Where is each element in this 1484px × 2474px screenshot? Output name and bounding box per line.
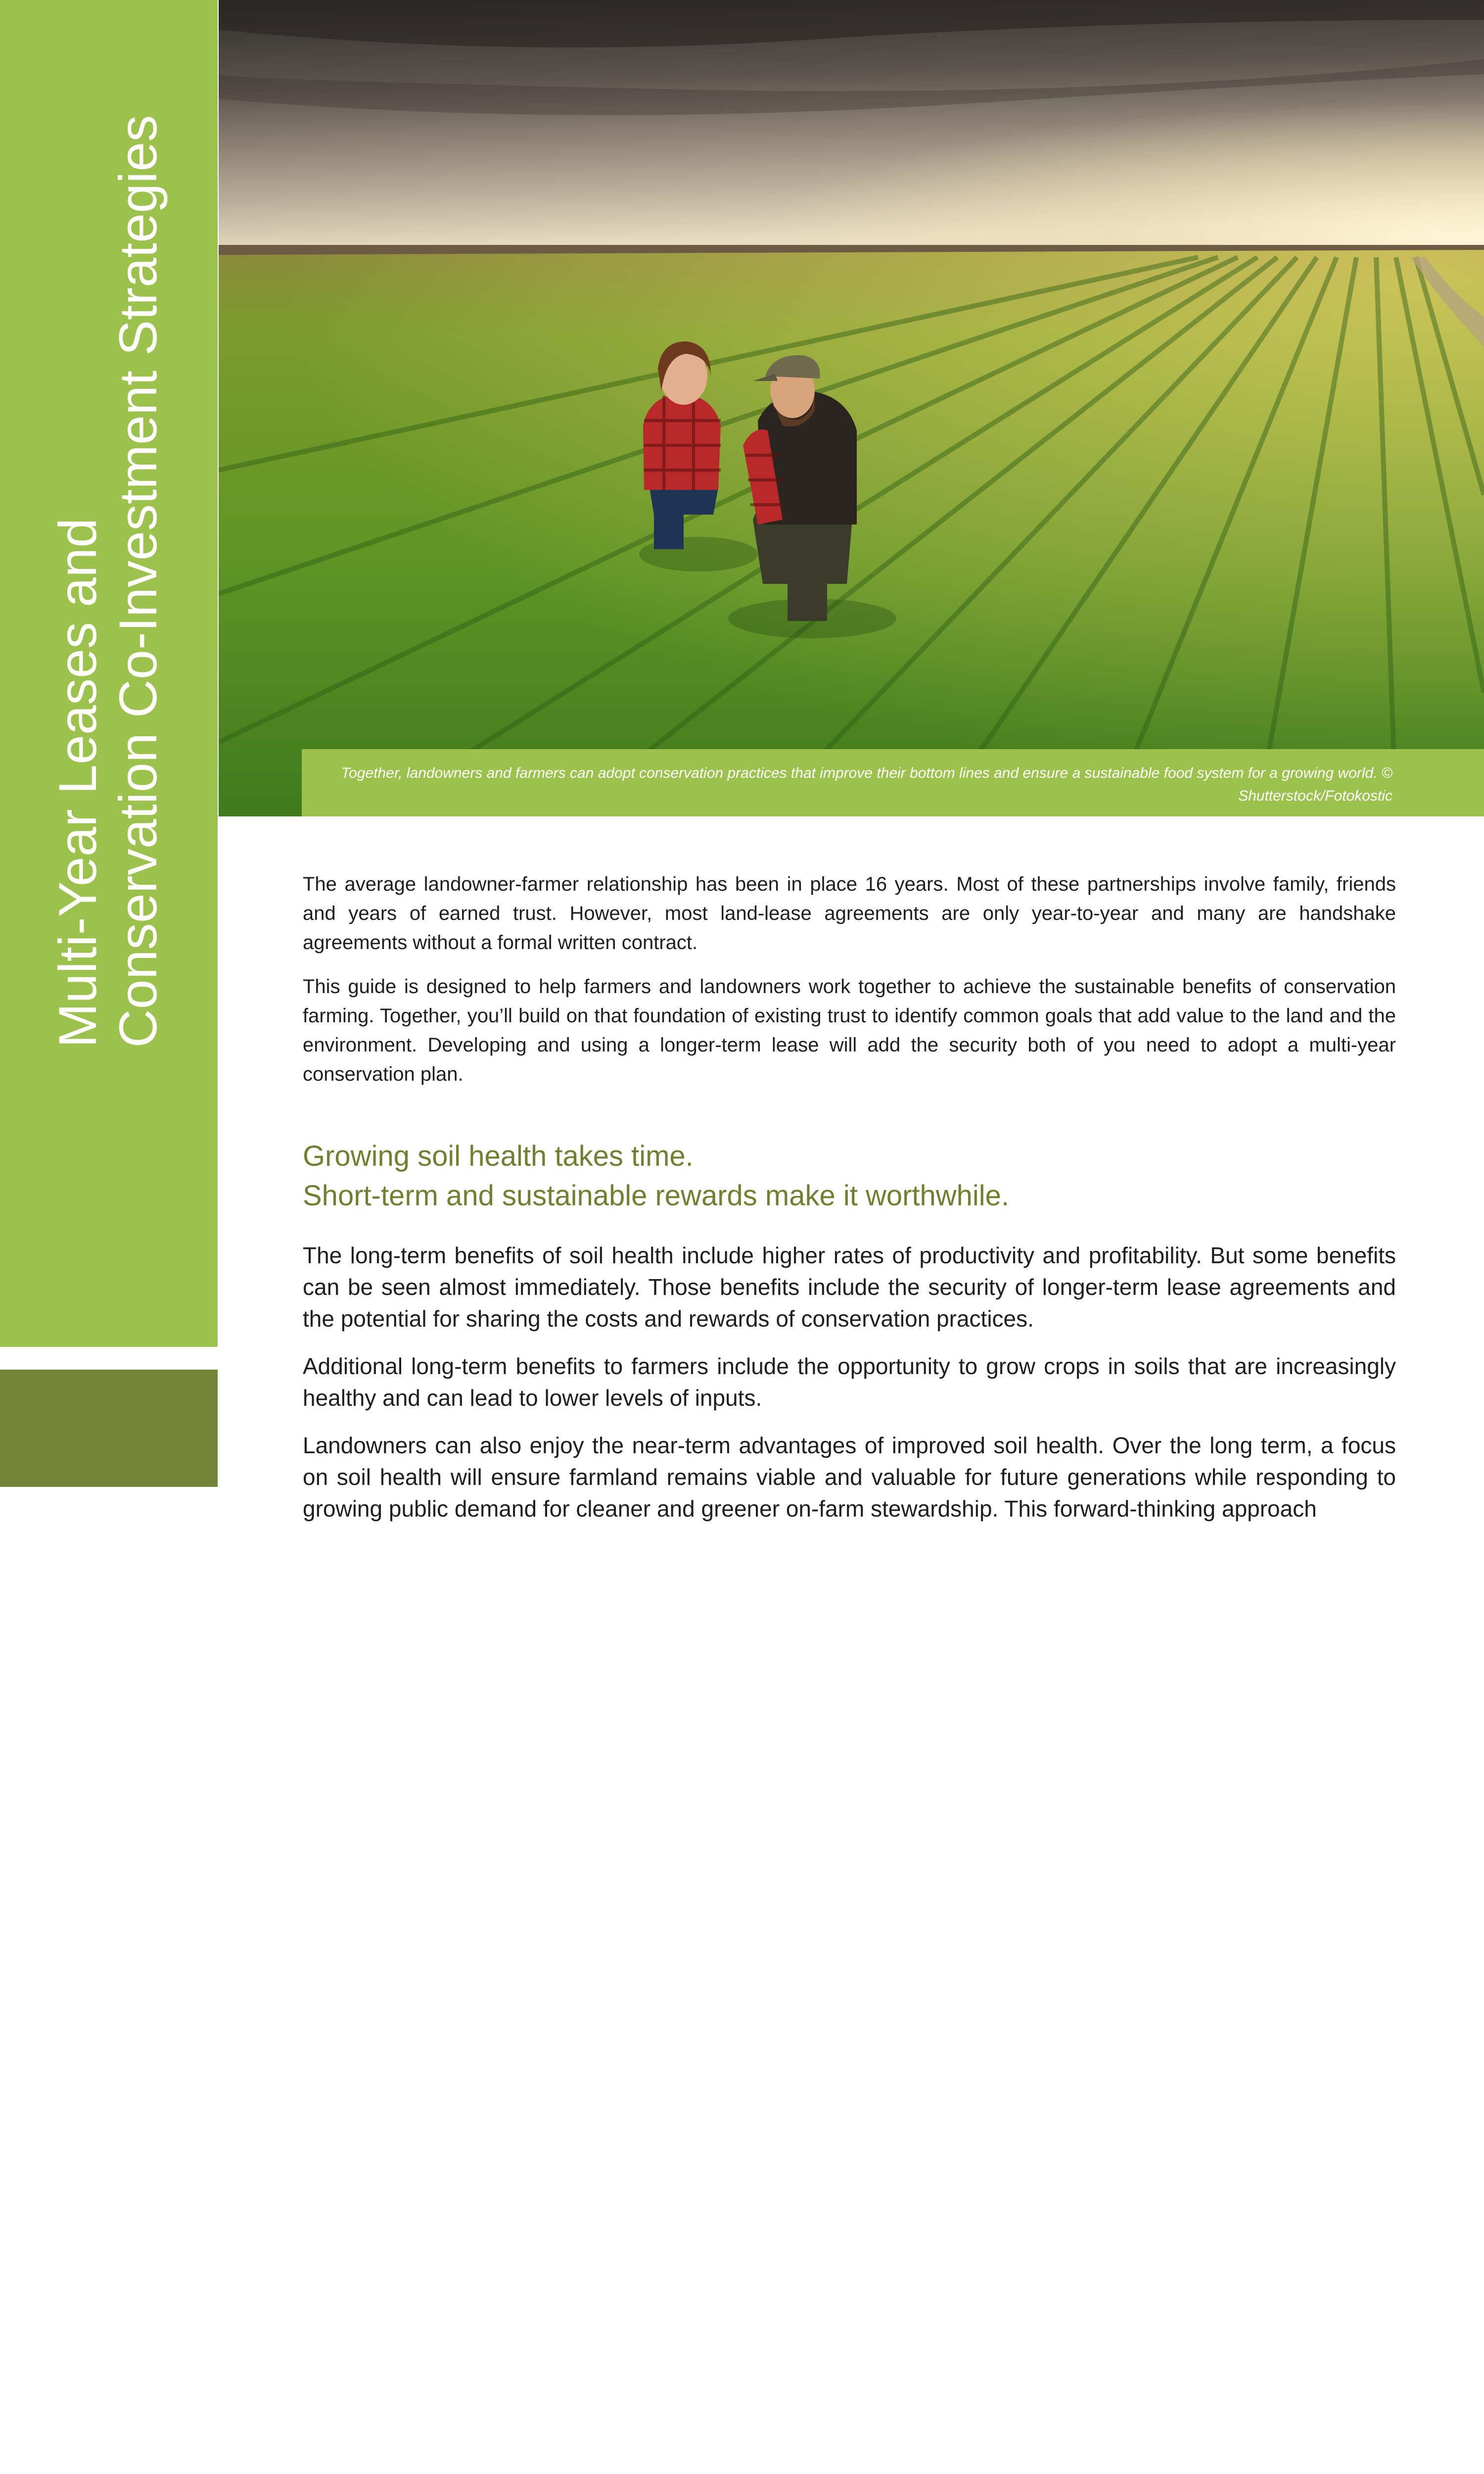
section-heading-line-1: Growing soil health takes time. bbox=[303, 1140, 694, 1172]
main-content bbox=[303, 870, 1396, 1524]
photo-caption: Together, landowners and farmers can adopt conservation practices that improve their bottom lines and ensure a sustainable food system for a growing world. © Shutterstock/Fotokostic bbox=[302, 749, 1484, 816]
section-paragraph-1: The long-term benefits of soil health include higher rates of productivity and profitability. But some benefits can be seen almost immediately. Those benefits include the security of longer-term lease agreements and the potential for sharing the costs and rewards of conservation practices. bbox=[303, 1242, 1396, 1332]
intro-paragraph-2: This guide is designed to help farmers and landowners work together to achieve the sustainable benefits of conservation farming. Together, you’ll build on that foundation of existing trust to identify common goals that add value to the land and the environment. Developing and using a longer-term lease will add the security both of you need to adopt a multi-year conservation plan. bbox=[303, 976, 1396, 1085]
section-heading-line-2: Short-term and sustainable rewards make it worthwhile. bbox=[303, 1180, 1010, 1212]
section-paragraph-3: Landowners can also enjoy the near-term advantages of improved soil health. Over the long term, a focus on soil health will ensure farmland remains viable and valuable for future generations while responding to growing public demand for cleaner and greener on-farm stewardship. This forward-thinking approach bbox=[303, 1432, 1396, 1522]
title-line-2: Conservation Co-Investment Strategies bbox=[108, 115, 168, 1048]
section-heading bbox=[303, 1137, 1396, 1216]
farm-field-illustration bbox=[219, 0, 1484, 816]
hero-photo bbox=[219, 0, 1484, 816]
intro-paragraph-1: The average landowner-farmer relationship has been in place 16 years. Most of these partnerships involve family, friends and years of earned trust. However, most land-lease agreements are only year-to-year and many are handshake agreements without a formal written contract. bbox=[303, 873, 1396, 953]
section-paragraph-2: Additional long-term benefits to farmers include the opportunity to grow crops in soils that are increasingly healthy and can lead to lower levels of inputs. bbox=[303, 1353, 1396, 1411]
title-line-1: Multi-Year Leases and bbox=[47, 518, 107, 1048]
document-title bbox=[47, 115, 168, 1048]
sidebar-title-band bbox=[0, 0, 218, 1347]
sidebar-section-tag bbox=[0, 1370, 218, 1487]
